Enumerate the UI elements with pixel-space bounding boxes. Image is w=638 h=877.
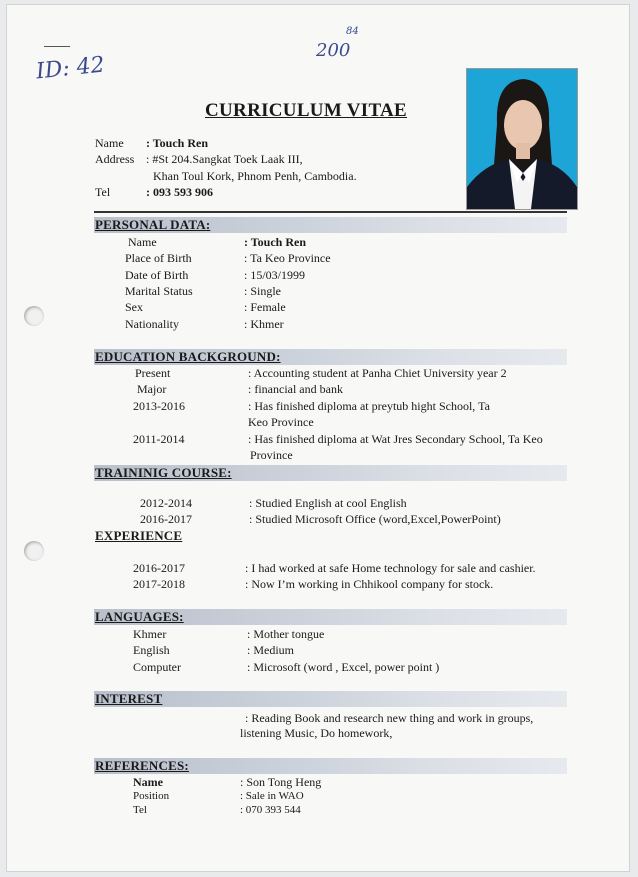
reference-value: : Sale in WAO [240,790,304,802]
reference-label: Name [133,775,163,789]
reference-label: Tel [133,804,147,816]
personal-value: : Female [244,300,286,314]
section-heading-interest: INTEREST [95,691,163,706]
experience-value: : I had worked at safe Home technology for sale and cashier. [245,561,536,575]
personal-label: Date of Birth [125,268,189,282]
personal-label: Sex [125,300,143,314]
interest-value-cont: listening Music, Do homework, [240,726,393,740]
person-portrait-icon [467,69,577,209]
language-label: Computer [133,660,181,674]
header-tel-label: Tel [95,185,111,199]
experience-value: : Now I’m working in Chhikool company for stock. [245,577,494,591]
header-address-line1: : #St 204.Sangkat Toek Laak III, [146,152,303,166]
handwritten-score: 200 [316,40,351,61]
header-tel-value: : 093 593 906 [146,185,213,199]
handwritten-id: ID: 42 [34,52,106,85]
education-value: : financial and bank [248,382,343,396]
language-value: : Microsoft (word , Excel, power point ) [247,660,440,674]
handwritten-score-small: 84 [346,26,359,37]
header-name-label: Name [95,136,124,150]
language-value: : Medium [247,643,294,657]
language-value: : Mother tongue [247,627,325,641]
experience-label: 2017-2018 [133,577,185,591]
section-heading-personal: PERSONAL DATA: [95,217,211,232]
education-value-cont: Keo Province [248,415,314,429]
personal-value: : Single [244,284,282,298]
section-heading-education: EDUCATION BACKGROUND: [95,349,281,364]
personal-value: : Ta Keo Province [244,251,331,265]
section-heading-training: TRAININIG COURSE: [95,465,232,480]
section-heading-experience: EXPERIENCE [95,528,183,543]
education-label: 2011-2014 [133,432,185,446]
personal-label: Nationality [125,317,179,331]
training-label: 2012-2014 [140,496,192,510]
personal-value: : Touch Ren [244,235,307,249]
section-band [94,691,567,707]
education-value: : Has finished diploma at preytub hight School, Ta [248,399,490,413]
training-value: : Studied English at cool English [249,496,407,510]
personal-label: Marital Status [125,284,193,298]
profile-photo [466,68,578,210]
header-divider [94,211,567,213]
header-address-label: Address [95,152,135,166]
education-value-cont: Province [250,448,293,462]
reference-value: : 070 393 544 [240,804,301,816]
handwritten-mark [44,46,70,47]
education-value: : Accounting student at Panha Chiet University year 2 [248,366,507,380]
personal-value: : Khmer [244,317,284,331]
personal-label: Name [128,235,157,249]
reference-value: : Son Tong Heng [240,775,322,789]
header-name-value: : Touch Ren [146,136,209,150]
language-label: English [133,643,170,657]
experience-label: 2016-2017 [133,561,185,575]
education-label: Major [137,382,167,396]
training-value: : Studied Microsoft Office (word,Excel,PowerPoint) [249,512,501,526]
language-label: Khmer [133,627,167,641]
education-label: 2013-2016 [133,399,185,413]
page-title: CURRICULUM VITAE [205,100,408,121]
punch-hole-bottom [24,541,44,561]
education-label: Present [135,366,171,380]
interest-value: : Reading Book and research new thing and work in groups, [245,711,534,725]
section-heading-references: REFERENCES: [95,758,189,773]
punch-hole-top [24,306,44,326]
personal-label: Place of Birth [125,251,192,265]
reference-label: Position [133,790,170,802]
section-heading-languages: LANGUAGES: [95,609,184,624]
header-address-line2: Khan Toul Kork, Phnom Penh, Cambodia. [153,169,357,183]
education-value: : Has finished diploma at Wat Jres Secondary School, Ta Keo [248,432,543,446]
training-label: 2016-2017 [140,512,192,526]
personal-value: : 15/03/1999 [244,268,306,282]
